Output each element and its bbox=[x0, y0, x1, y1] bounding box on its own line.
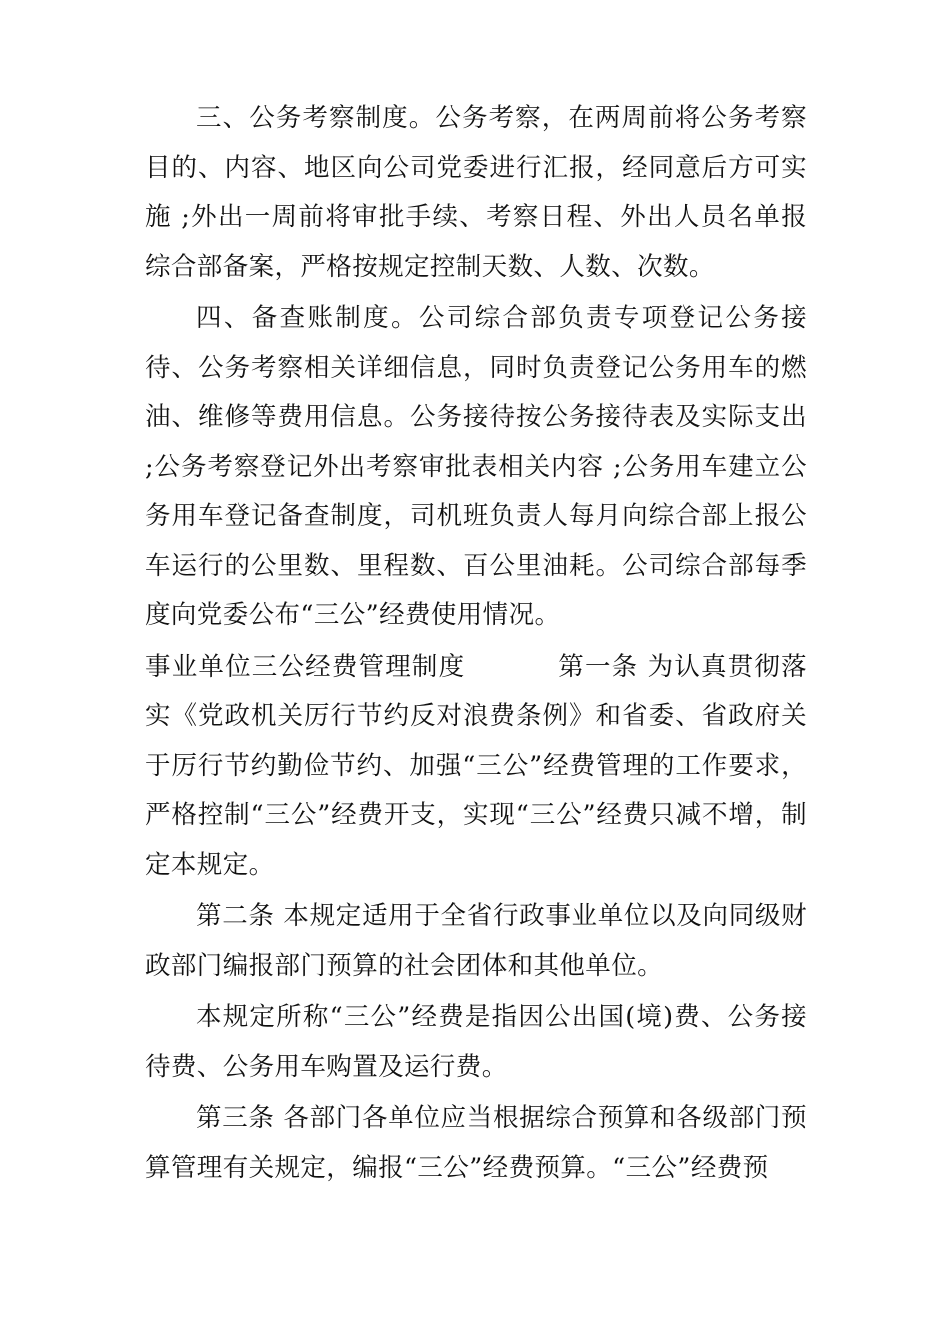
paragraph-ledger-system: 四、备查账制度。公司综合部负责专项登记公务接待、公务考察相关详细信息，同时负责登记公务用车的燃油、维修等费用信息。公务接待按公务接待表及实际支出 ;公务考察登记外出考察审批表相关内容 ;公务用车建立公务用车登记备查制度，司机班负责人每月向综合部上报公车运行的公里数、里程数、百公里油耗。公司综合部每季度向党委公布“三公”经费使用情况。 bbox=[145, 303, 807, 630]
paragraph-article-two: 第二条 本规定适用于全省行政事业单位以及向同级财政部门编报部门预算的社会团体和其他单位。 bbox=[145, 901, 807, 981]
paragraph-article-three: 第三条 各部门各单位应当根据综合预算和各级部门预算管理有关规定，编报“三公”经费预算。“三公”经费预 bbox=[145, 1103, 807, 1183]
paragraph-inspection-system: 三、公务考察制度。公务考察，在两周前将公务考察目的、内容、地区向公司党委进行汇报，经同意后方可实施 ;外出一周前将审批手续、考察日程、外出人员名单报综合部备案，严格按规定控制天数、人数、次数。 bbox=[145, 103, 807, 282]
heading-spacer bbox=[465, 652, 558, 682]
document-body bbox=[145, 94, 807, 1195]
section-title: 事业单位三公经费管理制度 bbox=[145, 651, 466, 682]
section-heading-paragraph bbox=[145, 643, 807, 891]
paragraph-three-public-definition: 本规定所称“三公”经费是指因公出国(境)费、公务接待费、公务用车购置及运行费。 bbox=[145, 1002, 807, 1082]
article-one-text: 第一条 为认真贯彻落实《党政机关厉行节约反对浪费条例》和省委、省政府关于厉行节约勤俭节约、加强“三公”经费管理的工作要求，严格控制“三公”经费开支，实现“三公”经费只减不增，制定本规定。 bbox=[145, 651, 807, 880]
